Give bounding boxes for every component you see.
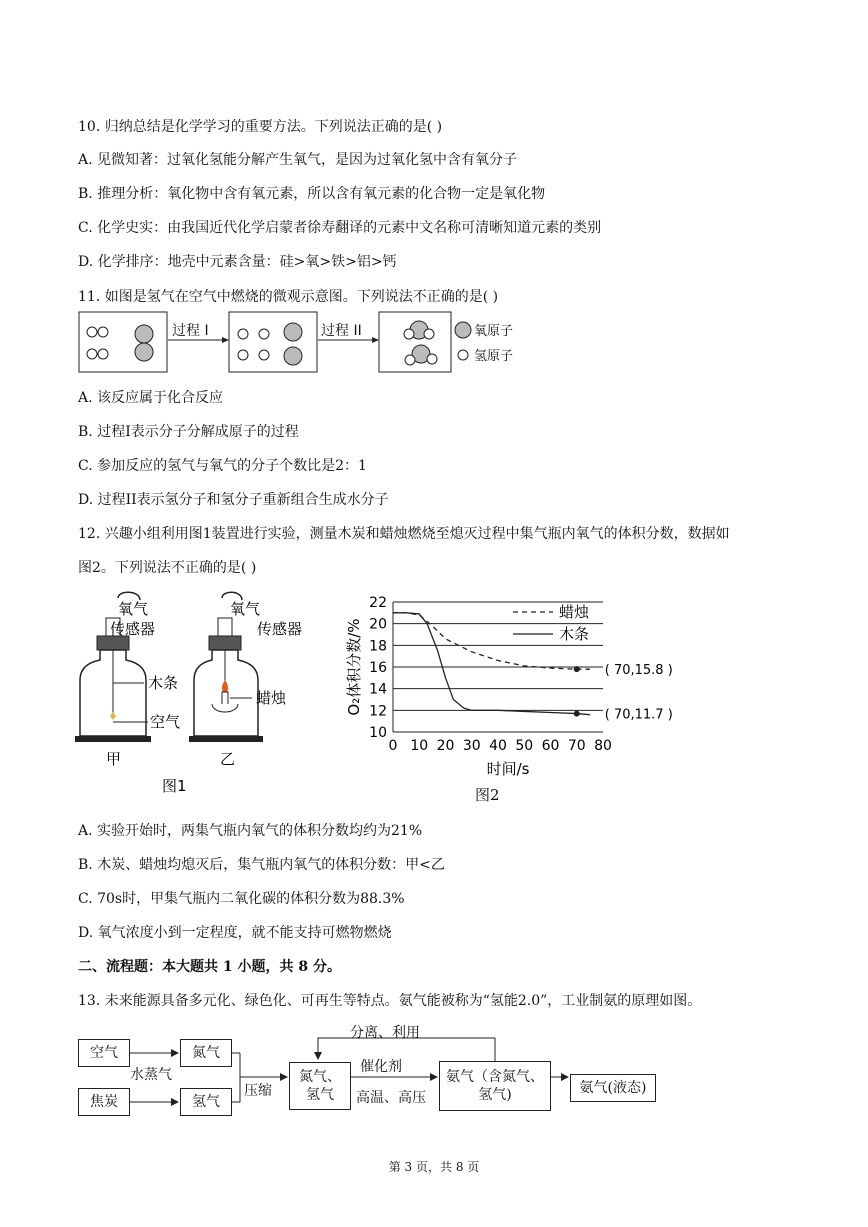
flow-ammonia-mix-line2: 氢气) [478, 1087, 512, 1103]
flow-steam-label: 水蒸气 [130, 1067, 172, 1083]
sensor-2-label-b: 传感器 [257, 620, 303, 638]
chart-y-tick-label: 18 [369, 638, 387, 655]
flow-hydrogen-box: 氢气 [180, 1088, 232, 1116]
flow-air-box: 空气 [78, 1039, 130, 1067]
chart-annotation-label: ( 70,11.7 ) [604, 707, 673, 723]
chart-x-axis-label: 时间/s [486, 760, 530, 778]
figure-2-caption: 图2 [475, 786, 500, 804]
flow-ammonia-mix-line1: 氨气（含氮气、 [446, 1069, 544, 1085]
sensor-2-label: 氧气 [230, 600, 261, 618]
chart-x-tick-label: 50 [515, 738, 534, 754]
chart-x-tick-label: 60 [541, 738, 560, 754]
chart-y-tick-label: 12 [369, 703, 387, 720]
bottle-jia-label: 甲 [106, 750, 122, 768]
chart-x-tick-label: 40 [489, 738, 507, 754]
q11-option-c: C. 参加反应的氢气与氧气的分子个数比是2：1 [78, 458, 367, 474]
q10-option-b: B. 推理分析：氧化物中含有氧元素，所以含有氧元素的化合物一定是氧化物 [78, 186, 546, 202]
q12-stem-line1: 12. 兴趣小组利用图1装置进行实验，测量木炭和蜡烛燃烧至熄灭过程中集气瓶内氧气的体积分数，数据如 [78, 526, 730, 542]
figure-1-caption: 图1 [162, 777, 187, 795]
process-2-label: 过程 II [321, 323, 362, 339]
q11-option-d: D. 过程II表示氢分子和氢分子重新组合生成水分子 [78, 492, 389, 508]
chart-y-tick-label: 16 [369, 660, 387, 676]
flow-conditions-label: 高温、高压 [356, 1090, 426, 1106]
flow-mix-line2: 氢气 [306, 1087, 334, 1103]
legend-oxygen: 氧原子 [474, 324, 514, 339]
chart-y-tick-label: 10 [369, 725, 387, 741]
chart-y-axis-label: O₂体积分数/% [345, 618, 363, 716]
process-1-label: 过程 I [172, 323, 209, 339]
figure-1-apparatus [70, 588, 320, 798]
figure-2-chart [335, 588, 675, 803]
q10-option-d: D. 化学排序：地壳中元素含量：硅>氧>铁>铝>钙 [78, 254, 397, 270]
candle-label: 蜡烛 [256, 689, 287, 707]
flow-nitrogen-box: 氮气 [180, 1039, 232, 1067]
chart-x-tick-label: 80 [594, 738, 612, 754]
q11-option-a: A. 该反应属于化合反应 [78, 390, 224, 406]
air-label: 空气 [150, 713, 181, 731]
flow-mix-box [289, 1062, 351, 1110]
flow-separate-label: 分离、利用 [350, 1025, 420, 1041]
q10-stem: 10. 归纳总结是化学学习的重要方法。下列说法正确的是( ) [78, 119, 443, 135]
wood-label: 木条 [148, 674, 179, 692]
chart-annotation-label: ( 70,15.8 ) [604, 663, 673, 679]
q10-option-a: A. 见微知著：过氧化氢能分解产生氧气，是因为过氧化氢中含有氧分子 [78, 152, 518, 168]
chart-y-tick-label: 22 [369, 595, 387, 611]
q12-option-a: A. 实验开始时，两集气瓶内氧气的体积分数均约为21% [78, 823, 423, 839]
q12-stem-line2: 图2。下列说法不正确的是( ) [78, 560, 257, 576]
chart-data-point [574, 666, 580, 672]
chart-x-tick-label: 20 [436, 738, 455, 754]
flow-coke-box: 焦炭 [78, 1088, 130, 1116]
sensor-1-label: 氧气 [118, 600, 149, 618]
chart-legend-label: 蜡烛 [559, 603, 590, 621]
sensor-1-label-b: 传感器 [110, 620, 156, 638]
q12-option-d: D. 氧气浓度小到一定程度，就不能支持可燃物燃烧 [78, 925, 392, 941]
chart-x-tick-label: 70 [567, 738, 586, 754]
bottle-yi-label: 乙 [220, 750, 236, 768]
chart-x-tick-label: 0 [388, 738, 398, 754]
flow-liquid-ammonia-box: 氨气(液态) [570, 1074, 656, 1102]
legend-hydrogen: 氢原子 [474, 349, 514, 364]
q11-option-b: B. 过程I表示分子分解成原子的过程 [78, 424, 299, 440]
chart-y-tick-label: 14 [369, 681, 387, 698]
section-2-heading: 二、流程题：本大题共 1 小题，共 8 分。 [78, 959, 341, 975]
page-footer: 第 3 页，共 8 页 [388, 1160, 480, 1174]
q13-stem: 13. 未来能源具备多元化、绿色化、可再生等特点。氨气能被称为“氢能2.0”，工业制氨的原理如图。 [78, 993, 702, 1009]
q10-option-c: C. 化学史实：由我国近代化学启蒙者徐寿翻译的元素中文名称可清晰知道元素的类别 [78, 220, 602, 236]
flow-catalyst-label: 催化剂 [360, 1059, 402, 1075]
q12-option-b: B. 木炭、蜡烛均熄灭后，集气瓶内氧气的体积分数：甲<乙 [78, 857, 445, 873]
chart-data-point [574, 711, 580, 717]
hydrogen-combustion-diagram [78, 310, 538, 374]
q12-option-c: C. 70s时，甲集气瓶内二氧化碳的体积分数为88.3% [78, 891, 405, 907]
flow-compress-label: 压缩 [244, 1083, 272, 1099]
flow-ammonia-mix-box [439, 1061, 551, 1111]
chart-y-tick-label: 20 [369, 616, 387, 633]
flow-mix-line1: 氮气、 [299, 1069, 341, 1085]
chart-x-tick-label: 10 [410, 738, 429, 754]
chart-legend-label: 木条 [559, 625, 590, 643]
q11-stem: 11. 如图是氢气在空气中燃烧的微观示意图。下列说法不正确的是( ) [78, 289, 499, 305]
chart-x-tick-label: 30 [462, 738, 481, 754]
